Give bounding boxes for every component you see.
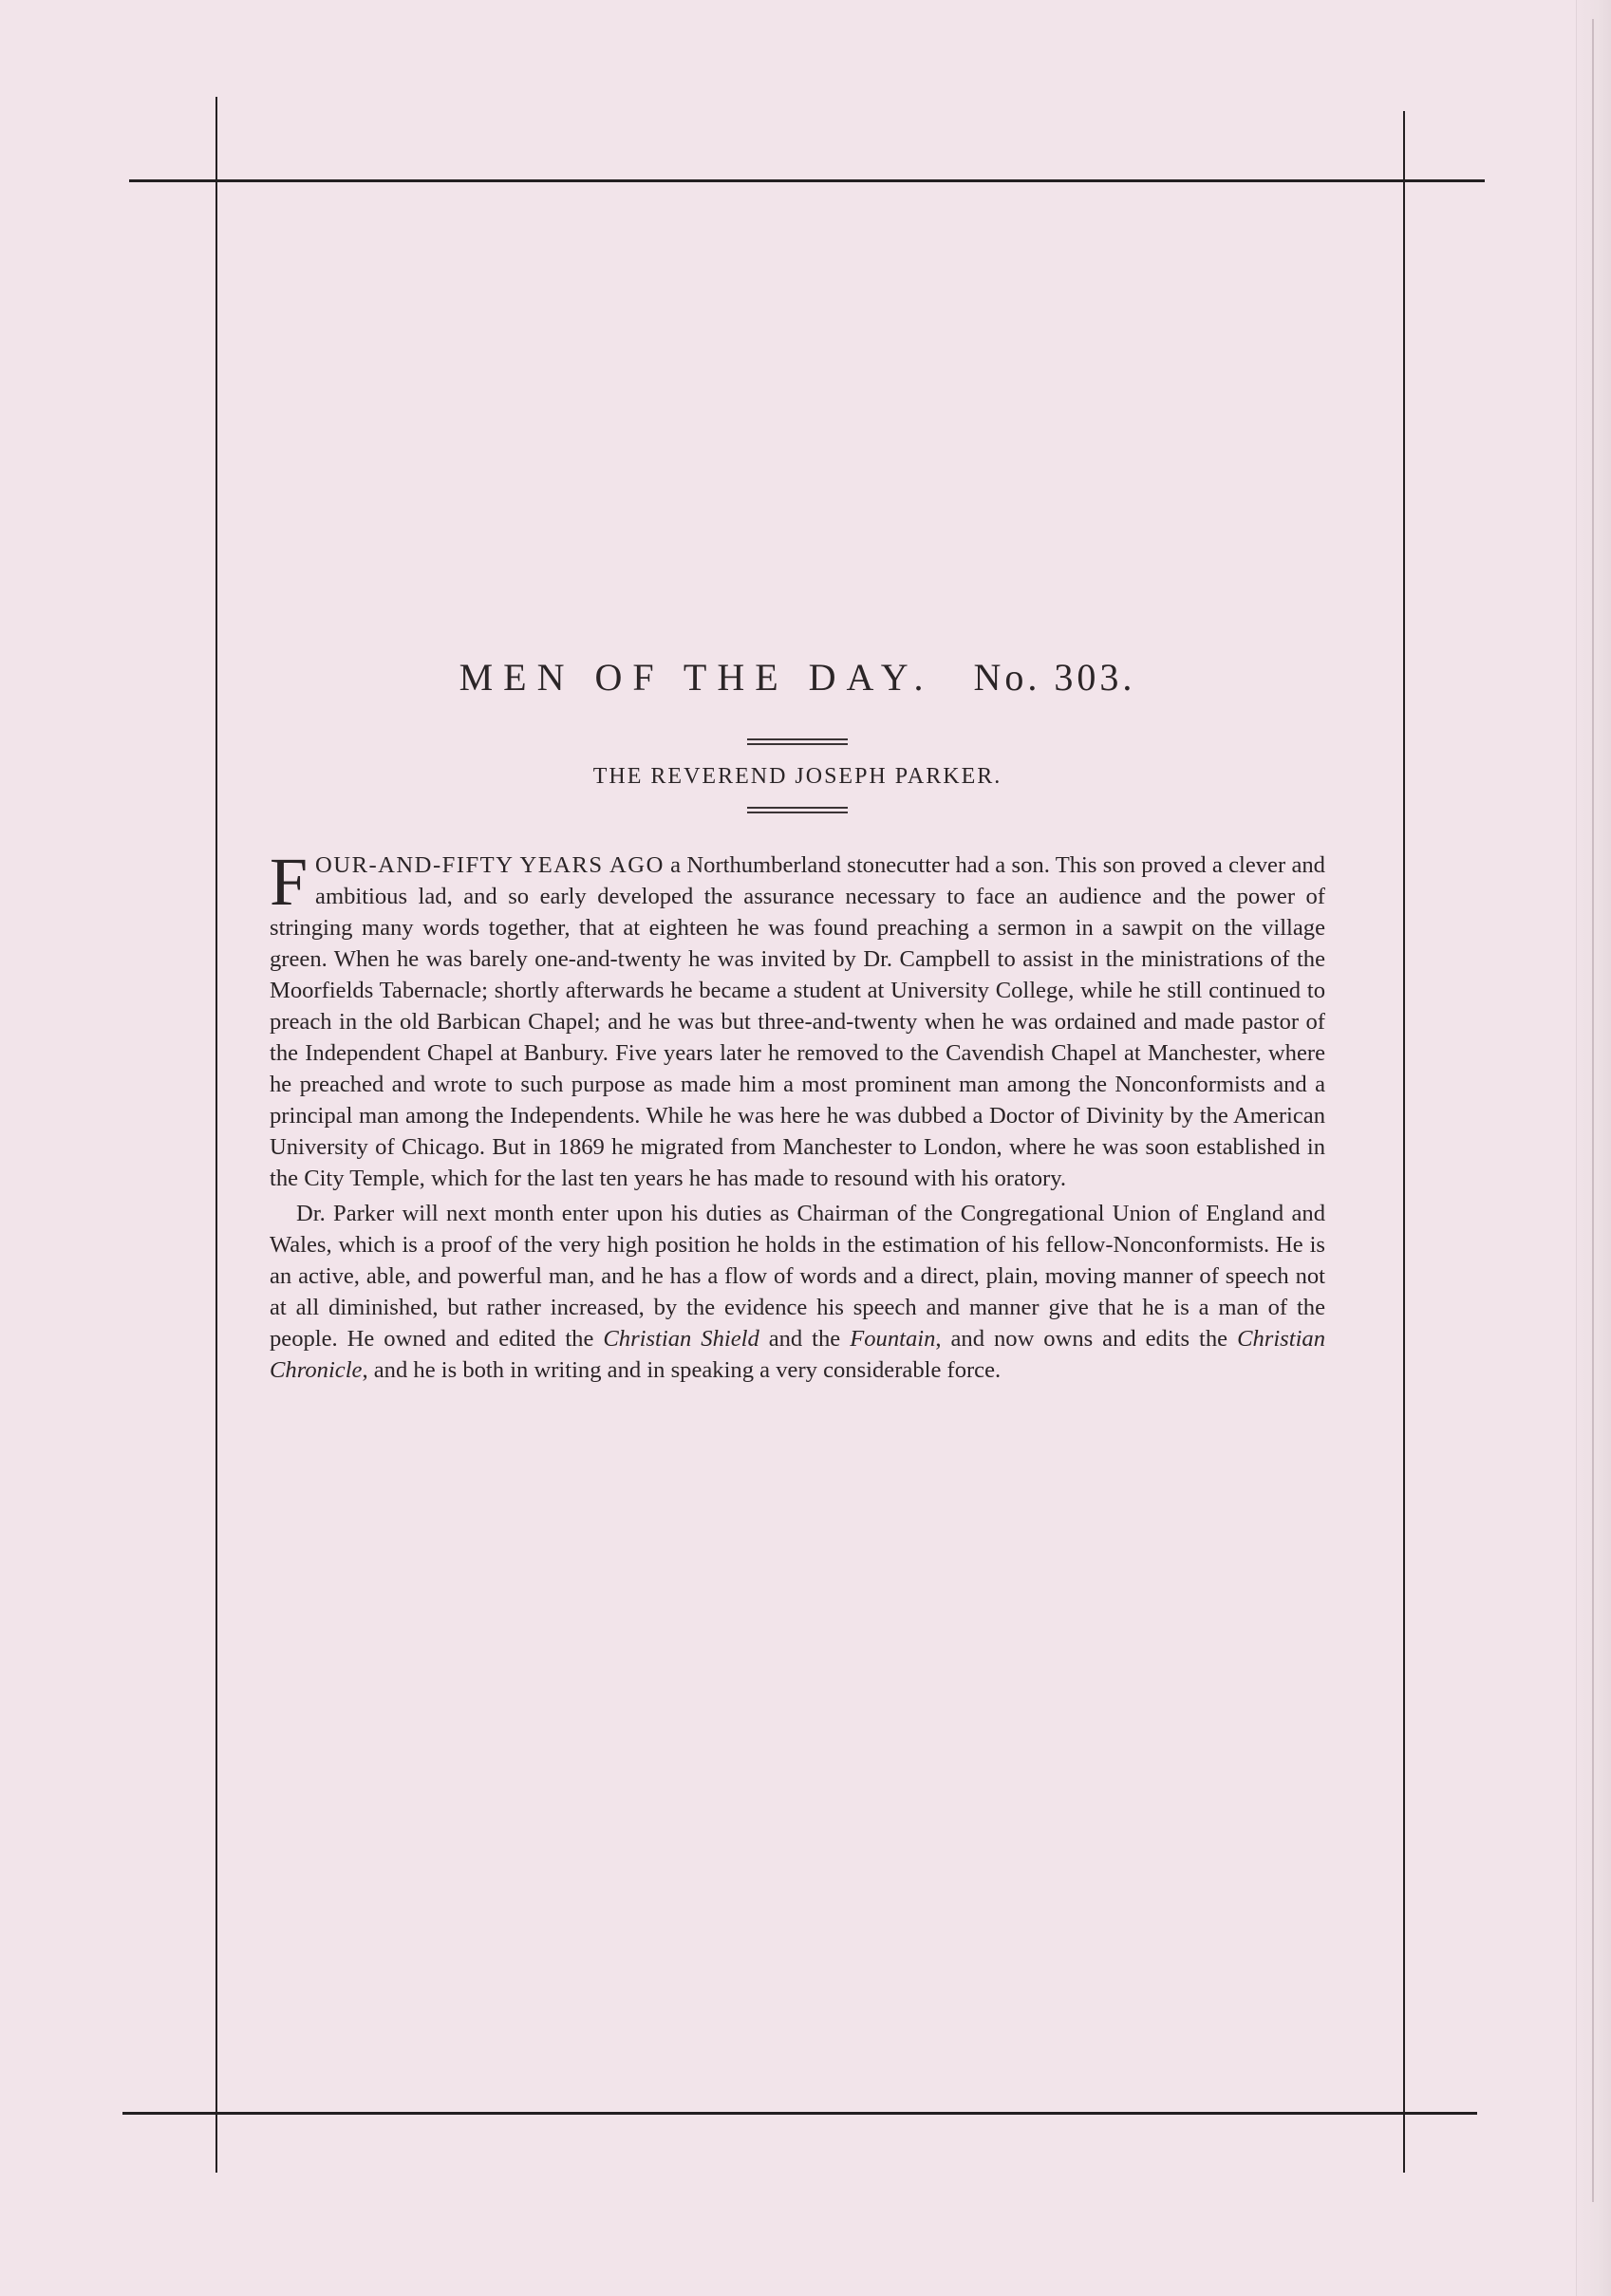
top-border-rule <box>129 179 1485 182</box>
paragraph-2-text-b: and the <box>759 1326 851 1352</box>
paragraph-2-text-c: , and now owns and edits the <box>935 1326 1238 1352</box>
ornamental-rule-lower <box>747 807 848 813</box>
lead-caps: OUR-AND-FIFTY YEARS AGO <box>315 852 665 878</box>
series-title: MEN OF THE DAY. <box>459 656 934 699</box>
article-subtitle: THE REVEREND JOSEPH PARKER. <box>592 764 1002 789</box>
paragraph-1-text: a Northumberland stonecutter had a son. This son proved a clever and ambitious lad, and so early developed the assurance necessary to face an audience and the power of stringing many words together, that at eighteen he was found preaching a sermon in a sawpit on the village green. When he was barely one-and-twenty he was invited by Dr. Campbell to assist in the ministrations of the Moorfields Tabernacle; shortly afterwards he became a student at University College, while he still continued to preach in the old Barbican Chapel; and he was but three-and-twenty when he was ordained and made pastor of the Independent Chapel at Banbury. Five years later he removed to the Cavendish Chapel at Manchester, where he preached and wrote to such purpose as made him a most prominent man among the Nonconformists and a principal man among the Independents. While he was here he was dubbed a Doctor of Divinity by the American University of Chicago. But in 1869 he migrated from Manchester to London, where he was soon established in the City Temple, which for the last ten years he has made to resound with his oratory. <box>270 852 1325 1191</box>
paragraph-2 <box>270 1198 1325 1386</box>
left-border-rule <box>215 97 217 2173</box>
paragraph-2-text-a: Dr. Parker will next month enter upon his duties as Chairman of the Congregational Union of England and Wales, which is a proof of the very high position he holds in the estimation of his fellow-Nonconformists. He is an active, able, and powerful man, and he has a flow of words and a direct, plain, moving manner of speech not at all diminished, but rather increased, by the evidence his speech and manner give that he is a man of the people. He owned and edited the <box>270 1201 1325 1352</box>
bottom-border-rule <box>122 2112 1477 2115</box>
article <box>270 655 1325 1386</box>
page-title <box>270 655 1325 700</box>
drop-cap: F <box>270 844 309 920</box>
publication-title: Fountain <box>850 1326 936 1352</box>
publication-title: Christian Shield <box>603 1326 759 1352</box>
publication-title: Christian Chronicle <box>270 1326 1325 1383</box>
issue-number: No. 303. <box>973 656 1136 699</box>
paragraph-1 <box>270 844 1325 1194</box>
right-border-rule <box>1403 111 1405 2173</box>
ornamental-rule-upper <box>747 738 848 745</box>
paragraph-2-text-d: , and he is both in writing and in speaking a very considerable force. <box>362 1357 1002 1383</box>
page-edge-shadow <box>1592 19 1594 2202</box>
